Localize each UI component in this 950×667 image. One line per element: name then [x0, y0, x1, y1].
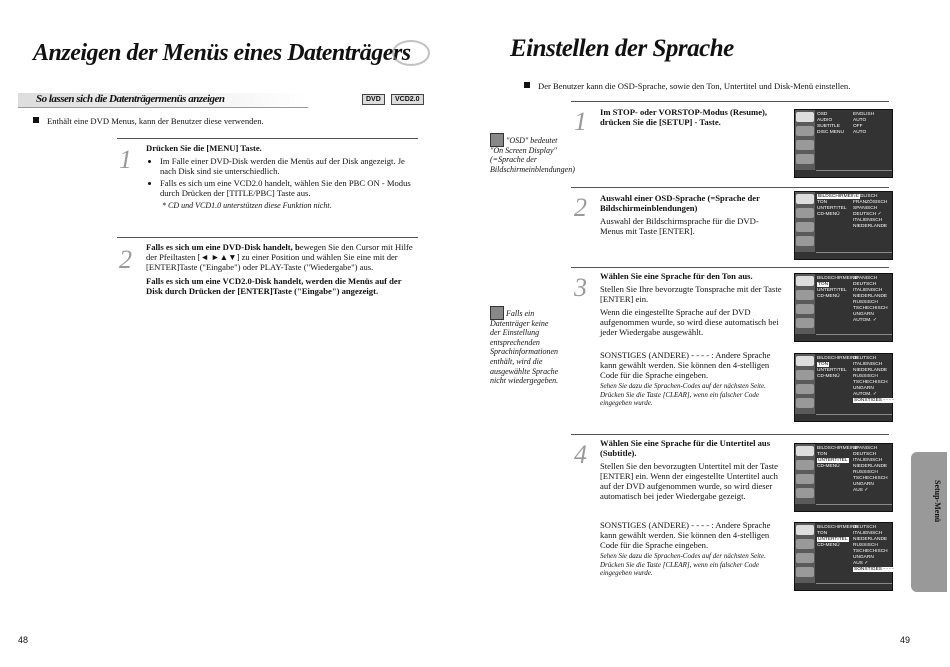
- left-intro: Enthält eine DVD Menus, kann der Benutzer diese verwenden.: [33, 116, 413, 126]
- step-bullet: • Falls es sich um eine VCD2.0 handelt, wählen Sie den PBC ON - Modus durch Drücken der [TITLE/PBC] Taste aus.: [160, 178, 416, 198]
- osd-menu-icon: [796, 488, 814, 498]
- osd-option: SPANISCH: [853, 446, 878, 451]
- right-step-4: Wählen Sie eine Sprache für die Untertitel aus (Subtitle). Stellen Sie den bevorzugten Untertitel mit der Taste [ENTER] ein. Wenn der eingestellte Untertitel auch auf der DVD aufgenommen wurde, so wird dieser automatisch bei jeder Wiedergabe gezeigt.: [600, 438, 778, 501]
- osd-menu-icon: [796, 356, 814, 366]
- step-divider: [571, 267, 889, 268]
- osd-option: NIEDERLANDE: [853, 224, 888, 229]
- osd-option: ITALIENISCH: [853, 288, 883, 293]
- osd-menu-icon: [796, 140, 814, 150]
- osd-option: TSCHECHISCH: [853, 549, 888, 554]
- osd-menu-item: UNTERTITEL: [817, 288, 847, 293]
- vcd-badge: VCD2.0: [391, 94, 424, 105]
- osd-sidebar: [795, 444, 815, 504]
- section-heading: So lassen sich die Datenträgermenüs anzeigen: [36, 93, 225, 105]
- step-divider: [117, 237, 418, 238]
- osd-menu-icon: [796, 112, 814, 122]
- osd-footer: [816, 414, 892, 421]
- osd-option: AUTO: [853, 130, 867, 135]
- osd-option: ENGLISH: [853, 112, 875, 117]
- osd-option: FRANZÖSISCH: [853, 200, 888, 205]
- osd-option: ITALIENISCH: [853, 362, 883, 367]
- osd-menu-item: TON: [817, 531, 828, 536]
- osd-option: TSCHECHISCH: [853, 476, 888, 481]
- osd-option: RUSSISCH: [853, 470, 878, 475]
- osd-menu-icon: [796, 208, 814, 218]
- osd-left-column: [817, 525, 858, 549]
- osd-left-column: [817, 276, 858, 300]
- osd-menu-item: UNTERTITEL: [818, 537, 848, 542]
- step-number: 3: [574, 273, 587, 302]
- osd-menu-icon: [796, 290, 814, 300]
- osd-menu-icon: [796, 276, 814, 286]
- osd-left-column: [817, 356, 858, 380]
- osd-screen: [794, 443, 893, 512]
- osd-option: SONSTIGES - - - -: [854, 567, 894, 572]
- osd-option: UNGARN: [853, 312, 874, 317]
- step-divider: [117, 138, 418, 139]
- osd-menu-item: BILDSCHIRMEINB: [817, 276, 858, 281]
- osd-menu-icon: [796, 460, 814, 470]
- osd-option: NIEDERLANDE: [853, 368, 888, 373]
- osd-menu-icon: [796, 304, 814, 314]
- osd-option: NIEDERLANDE: [853, 464, 888, 469]
- osd-menu-item: BILDSCHIRMEINB: [818, 194, 859, 199]
- osd-footer: [816, 252, 892, 259]
- right-step-4-others: SONSTIGES (ANDERE) - - - - : Andere Sprache kann gewählt werden. Sie können den 4-stelligen Code für die Sprache eingeben. Sehen Sie dazu die Sprachen-Codes auf der nächsten Seite. Drücken Sie die Taste [CLEAR], wenn ein falscher Code eingegeben wurde.: [600, 520, 771, 578]
- osd-footer: [816, 170, 892, 177]
- step-divider: [571, 187, 889, 188]
- osd-menu-item: CD-MENÜ: [817, 464, 840, 469]
- osd-menu-item: CD-MENÜ: [817, 212, 840, 217]
- side-note-osd: "OSD" bedeutet "On Screen Display" (=Sprache der Bildschirmeinblendungen): [490, 136, 575, 174]
- osd-menu-icon: [796, 474, 814, 484]
- step-number: 1: [574, 107, 587, 136]
- osd-footer: [816, 334, 892, 341]
- osd-menu-icon: [796, 236, 814, 246]
- osd-footer: [816, 504, 892, 511]
- osd-option: RUSSISCH: [853, 543, 878, 548]
- osd-right-column: [853, 112, 874, 136]
- left-step-1: [146, 143, 416, 211]
- osd-option: DEUTSCH: [853, 356, 877, 361]
- section-underline: [18, 107, 308, 108]
- osd-option: DEUTSCH: [853, 525, 877, 530]
- osd-option: RUSSISCH: [853, 374, 878, 379]
- osd-option: SONSTIGES - - - -: [854, 398, 894, 403]
- step-divider: [571, 101, 889, 102]
- osd-sidebar: [795, 354, 815, 414]
- osd-left-column: [817, 112, 844, 136]
- dvd-badge: DVD: [362, 94, 385, 105]
- step-heading: Drücken Sie die [MENU] Taste.: [146, 143, 262, 153]
- osd-menu-item: TON: [818, 362, 829, 367]
- osd-option: TSCHECHISCH: [853, 306, 888, 311]
- osd-menu-item: TON: [817, 200, 828, 205]
- osd-screen: [794, 191, 893, 260]
- osd-option: ITALIENISCH: [853, 531, 883, 536]
- right-page-title: Einstellen der Sprache: [510, 35, 734, 62]
- osd-right-column: [853, 356, 895, 404]
- osd-option: ITALIENISCH: [853, 218, 883, 223]
- osd-menu-item: AUDIO: [817, 118, 833, 123]
- osd-option: AUTO: [853, 118, 867, 123]
- right-step-1-heading: Im STOP- oder VORSTOP-Modus (Resume), drücken Sie die [SETUP] - Taste.: [600, 107, 768, 127]
- osd-right-column: [853, 525, 895, 573]
- osd-option: AUS ✓: [853, 561, 869, 566]
- step-number: 1: [119, 145, 132, 174]
- osd-sidebar: [795, 523, 815, 583]
- osd-option: AUTOM. ✓: [853, 318, 877, 323]
- page-number-left: 48: [18, 635, 29, 645]
- osd-option: DEUTSCH: [853, 452, 877, 457]
- osd-option: SPANISCH: [853, 276, 878, 281]
- right-step-3-others: SONSTIGES (ANDERE) - - - - : Andere Sprache kann gewählt werden. Sie können den 4-stelligen Code für die Sprache eingeben. Sehen Sie dazu die Sprachen-Codes auf der nächsten Seite. Drücken Sie die Taste [CLEAR], wenn ein falscher Code eingegeben wurde.: [600, 350, 771, 408]
- osd-screen: [794, 273, 893, 342]
- osd-menu-item: BILDSCHIRMEINB: [817, 446, 858, 451]
- osd-screen: [794, 109, 893, 178]
- osd-menu-item: CD-MENÜ: [817, 374, 840, 379]
- step-number: 2: [574, 193, 587, 222]
- osd-menu-icon: [796, 384, 814, 394]
- osd-menu-item: UNTERTITEL: [818, 458, 848, 463]
- osd-screen: [794, 522, 893, 591]
- osd-option: NIEDERLANDE: [853, 294, 888, 299]
- osd-sidebar: [795, 192, 815, 252]
- osd-menu-item: CD-MENÜ: [817, 294, 840, 299]
- osd-option: AUTOM. ✓: [853, 392, 877, 397]
- osd-left-column: [817, 446, 858, 470]
- osd-option: UNGARN: [853, 386, 874, 391]
- osd-option: UNGARN: [853, 555, 874, 560]
- osd-menu-icon: [796, 398, 814, 408]
- osd-menu-icon: [796, 553, 814, 563]
- setup-menu-tab-label: Setup-Menü: [933, 480, 942, 523]
- osd-right-column: [853, 276, 888, 324]
- step-number: 4: [574, 440, 587, 469]
- step-number: 2: [119, 245, 132, 274]
- osd-option: SPANISCH: [853, 206, 878, 211]
- osd-menu-icon: [796, 567, 814, 577]
- osd-option: AUS ✓: [853, 488, 869, 493]
- step-paragraph: Falls es sich um eine DVD-Disk handelt, bewegen Sie den Cursor mit Hilfe der Pfeiltasten [◄ ►▲▼] zu einer Position und wählen Sie eine mit der [ENTER]Taste ("Eingabe") oder PLAY-Taste ("Wiedergabe") aus.: [146, 242, 413, 272]
- osd-menu-item: BILDSCHIRMEINB: [817, 356, 858, 361]
- osd-menu-icon: [796, 446, 814, 456]
- osd-footer: [816, 583, 892, 590]
- osd-sidebar: [795, 274, 815, 334]
- left-page-title: Anzeigen der Menüs eines Datenträgers: [33, 40, 411, 66]
- osd-right-column: [853, 446, 888, 494]
- right-step-2: Auswahl einer OSD-Sprache (=Sprache der Bildschirmeinblendungen) Auswahl der Bildschirmsprache für die DVD-Menus mit Taste [ENTER].: [600, 193, 760, 236]
- osd-menu-item: TON: [817, 452, 828, 457]
- left-step-2: [146, 242, 416, 296]
- osd-menu-item: BILDSCHIRMEINB: [817, 525, 858, 530]
- osd-menu-icon: [796, 539, 814, 549]
- osd-menu-item: SUBTITLE: [817, 124, 840, 129]
- osd-screen: [794, 353, 893, 422]
- osd-menu-icon: [796, 318, 814, 328]
- osd-option: OFF: [853, 124, 863, 129]
- osd-menu-icon: [796, 370, 814, 380]
- step-divider: [571, 434, 889, 435]
- disc-logo-icon: [392, 40, 430, 66]
- osd-option: ENGLISCH: [853, 194, 878, 199]
- osd-option: TSCHECHISCH: [853, 380, 888, 385]
- osd-option: RUSSISCH: [853, 300, 878, 305]
- osd-menu-icon: [796, 222, 814, 232]
- side-note-language: Falls ein Datenträger keine der Einstellung entsprechenden Sprachinformationen enthält, wird die ausgewählte Sprache nicht wiedergegeben.: [490, 309, 559, 386]
- osd-sidebar: [795, 110, 815, 170]
- osd-menu-icon: [796, 126, 814, 136]
- osd-menu-item: UNTERTITEL: [817, 368, 847, 373]
- osd-option: ITALIENISCH: [853, 458, 883, 463]
- osd-menu-item: OSD: [817, 112, 828, 117]
- osd-menu-item: UNTERTITEL: [817, 206, 847, 211]
- right-step-3: Wählen Sie eine Sprache für den Ton aus. Stellen Sie Ihre bevorzugte Tonsprache mit der Taste [ENTER] ein. Wenn die eingestellte Sprache auf der DVD aufgenommen wurde, so wird diese automatisch bei jeder Wiedergabe ausgewählt.: [600, 271, 782, 337]
- right-intro: Der Benutzer kann die OSD-Sprache, sowie den Ton, Untertitel und Disk-Menü einstellen.: [524, 81, 904, 91]
- osd-menu-item: DISC MENU: [817, 130, 844, 135]
- osd-right-column: [853, 194, 887, 230]
- osd-option: DEUTSCH ✓: [853, 212, 882, 217]
- osd-menu-icon: [796, 154, 814, 164]
- osd-option: UNGARN: [853, 482, 874, 487]
- osd-menu-icon: [796, 525, 814, 535]
- osd-menu-icon: [796, 194, 814, 204]
- osd-option: NIEDERLANDE: [853, 537, 888, 542]
- step-paragraph: Falls es sich um eine VCD2.0-Disk handelt, werden die Menüs auf der Disk durch Drücken der [ENTER]Taste ("Eingabe") angezeigt.: [146, 276, 402, 296]
- step-bullet: • Im Falle einer DVD-Disk werden die Menüs auf der Disk angezeigt. Je nach Disk sind sie unterschiedlich.: [160, 156, 416, 176]
- osd-menu-item: TON: [818, 282, 829, 287]
- step-note: * CD und VCD1.0 unterstützen diese Funktion nicht.: [162, 201, 332, 210]
- osd-option: DEUTSCH: [853, 282, 877, 287]
- osd-menu-item: CD-MENÜ: [817, 543, 840, 548]
- page-number-right: 49: [900, 635, 911, 645]
